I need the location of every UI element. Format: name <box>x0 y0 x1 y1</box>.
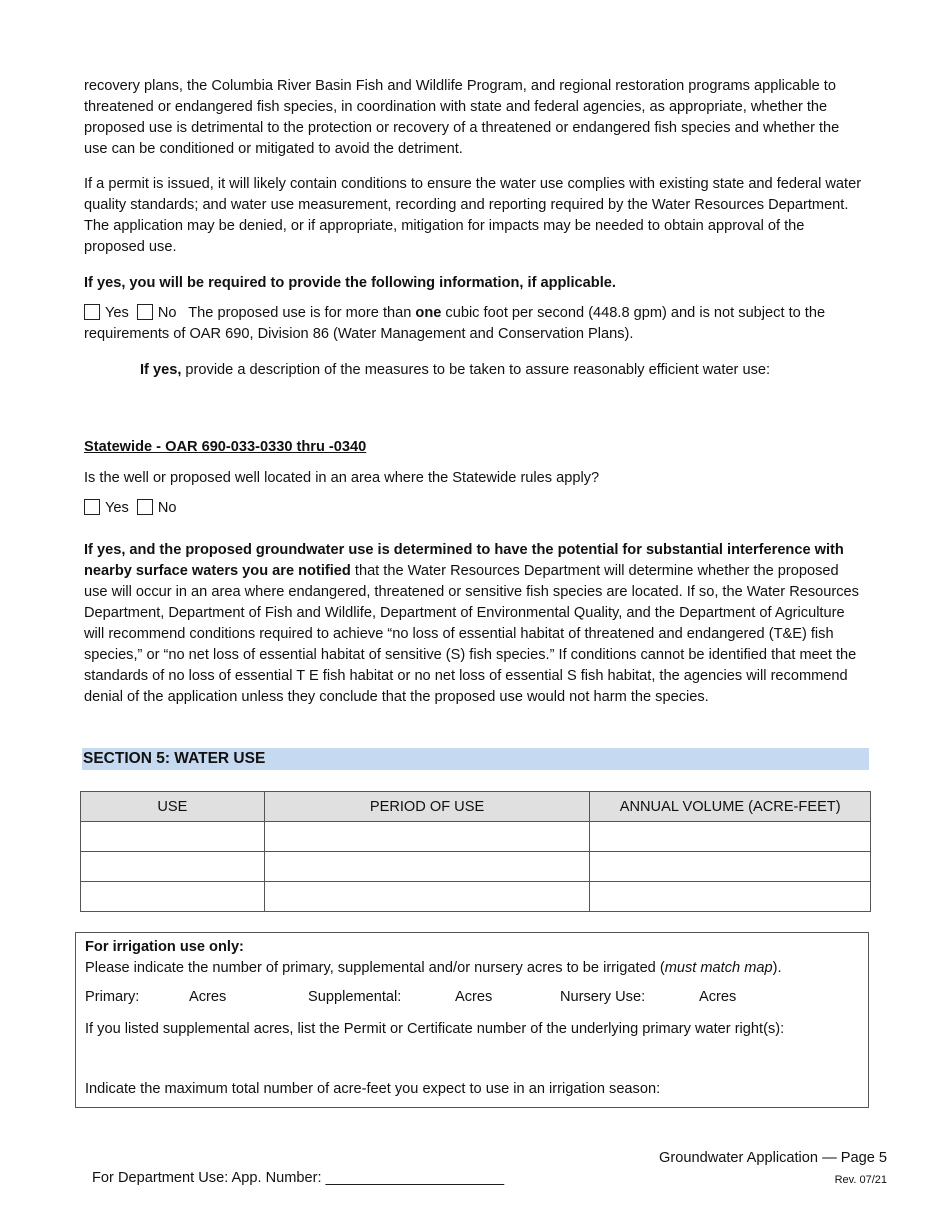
primary-label: Primary: <box>85 989 140 1005</box>
use-cell[interactable] <box>81 822 265 852</box>
water-use-table <box>80 791 871 912</box>
irrigation-instr-post: ). <box>772 960 782 976</box>
statewide-question: Is the well or proposed well located in an area where the Statewide rules apply? <box>84 470 600 486</box>
statewide-no-label: No <box>157 500 177 516</box>
irrigation-instr-italic: must match map <box>664 960 773 976</box>
intro-paragraph-2: If a permit is issued, it will likely contain conditions to ensure the water use complies with existing state and federal water quality standards; and water use measurement, recording and reporting required by the Water Resources Department. The application may be denied, or if appropriate, mitigation for impacts may be needed to obtain approval of the proposed use. <box>84 176 862 255</box>
irrigation-instr-pre: Please indicate the number of primary, supplemental and/or nursery acres to be irrigated ( <box>85 960 665 976</box>
table-row <box>81 822 871 852</box>
table-row <box>81 852 871 882</box>
section-5-title: SECTION 5: WATER USE <box>82 748 869 770</box>
intro-paragraph-1: recovery plans, the Columbia River Basin Fish and Wildlife Program, and regional restoration programs applicable to threatened or endangered fish species, in coordination with state and federal agencies, as appropriate, whether the proposed use is detrimental to the protection or recovery of a threatened or endangered fish species and whether the use can be conditioned or mitigated to avoid the detriment. <box>84 78 840 157</box>
department-use-field: For Department Use: App. Number: ______________________ <box>92 1170 505 1186</box>
column-header-volume: ANNUAL VOLUME (ACRE-FEET) <box>590 792 871 822</box>
table-row <box>81 882 871 912</box>
statewide-heading: Statewide - OAR 690-033-0330 thru -0340 <box>84 439 367 455</box>
use-cell[interactable] <box>81 852 265 882</box>
efficiency-question <box>84 303 862 345</box>
efficiency-yes-checkbox[interactable] <box>84 304 100 320</box>
period-cell[interactable] <box>264 852 590 882</box>
statewide-yes-label: Yes <box>105 500 129 516</box>
statewide-notice <box>84 540 862 708</box>
efficiency-yes-label: Yes <box>105 305 129 321</box>
volume-cell[interactable] <box>590 852 871 882</box>
primary-acres-field[interactable]: Acres <box>189 989 227 1005</box>
max-acre-feet-prompt: Indicate the maximum total number of acre-feet you expect to use in an irrigation season: <box>85 1081 661 1097</box>
column-header-period: PERIOD OF USE <box>264 792 590 822</box>
statewide-options <box>84 498 862 519</box>
irrigation-instructions <box>85 958 863 979</box>
page-number-label: Groundwater Application — Page 5 <box>659 1150 887 1166</box>
supplemental-label: Supplemental: <box>308 989 402 1005</box>
period-cell[interactable] <box>264 882 590 912</box>
statewide-notice-text: that the Water Resources Department will determine whether the proposed use will occur in an area where endangered, threatened or sensitive fish species are located. If so, the Water Resources Department, Department of Fish and Wildlife, Department of Environmental Quality, and the Department of Agriculture will recommend conditions required to achieve “no loss of essential habitat of threatened and endangered (T&E) fish species,” or “no net loss of essential habitat of sensitive (S) fish species.” If conditions cannot be identified that meet the standards of no loss of essential T E fish habitat or no net loss of essential S fish habitat, the agencies will recommend denial of the application unless they conclude that the proposed use would not harm the species. <box>84 563 859 705</box>
supplemental-note: If you listed supplemental acres, list the Permit or Certificate number of the underlying primary water right(s): <box>85 1021 785 1037</box>
revision-label: Rev. 07/21 <box>834 1174 887 1186</box>
nursery-acres-field[interactable]: Acres <box>699 989 737 1005</box>
efficiency-no-label: No <box>157 305 177 321</box>
nursery-label: Nursery Use: <box>560 989 646 1005</box>
volume-cell[interactable] <box>590 882 871 912</box>
irrigation-heading: For irrigation use only: <box>85 939 244 955</box>
irrigation-box <box>75 932 869 1108</box>
efficiency-text-pre: The proposed use is for more than <box>188 305 416 321</box>
period-cell[interactable] <box>264 822 590 852</box>
column-header-use: USE <box>81 792 265 822</box>
efficiency-ifyes-text: provide a description of the measures to be taken to assure reasonably efficient water use: <box>181 362 771 378</box>
efficiency-ifyes-bold: If yes, <box>140 362 182 378</box>
efficiency-ifyes <box>140 360 800 381</box>
volume-cell[interactable] <box>590 822 871 852</box>
efficiency-no-checkbox[interactable] <box>137 304 153 320</box>
statewide-yes-checkbox[interactable] <box>84 499 100 515</box>
statewide-notice-bold: If yes, and the proposed groundwater use is determined to have the potential for substantial interference with nearby surface waters you are notified <box>84 542 844 579</box>
water-use-header-row <box>81 792 871 822</box>
efficiency-text-post: cubic foot per second (448.8 gpm) and is not subject to the requirements of OAR 690, Division 86 (Water Management and Conservation Plans). <box>84 305 826 342</box>
statewide-no-checkbox[interactable] <box>137 499 153 515</box>
supplemental-acres-field[interactable]: Acres <box>455 989 493 1005</box>
efficiency-text-bold: one <box>415 305 442 321</box>
efficiency-heading: If yes, you will be required to provide the following information, if applicable. <box>84 275 616 291</box>
use-cell[interactable] <box>81 882 265 912</box>
